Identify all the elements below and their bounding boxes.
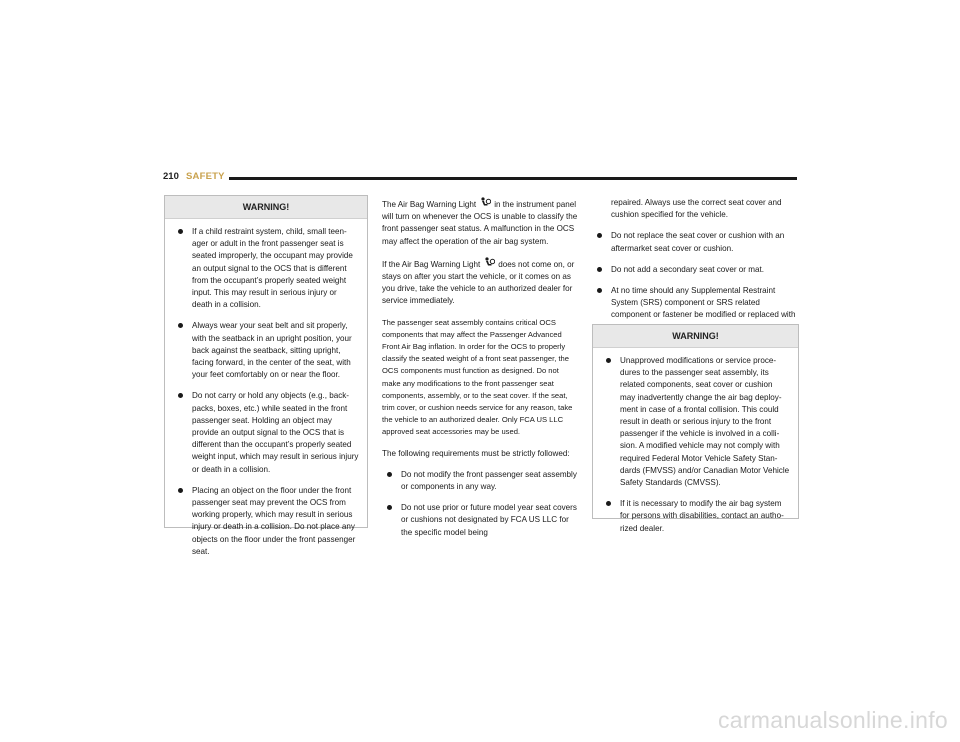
- bullet-icon: [178, 488, 183, 493]
- airbag-warning-icon: [479, 197, 491, 208]
- list-item: Do not replace the seat cover or cushion with an aftermarket seat cover or cushion.: [597, 230, 798, 254]
- list-item: Do not carry or hold any objects (e.g., back-packs, boxes, etc.) while seated in the front passenger seat. Holding an object may provide an output signal to the OCS that is different than the occupant’s properly seated weight input, which may result in serious injury or death in a collision.: [178, 390, 359, 475]
- middle-column: [382, 197, 578, 548]
- warning-box-left: [164, 195, 368, 556]
- warning-list: [593, 348, 798, 535]
- bullet-icon: [606, 358, 611, 363]
- bullet-icon: [178, 393, 183, 398]
- watermark: carmanualsonline.info: [717, 707, 948, 733]
- list-item: Do not add a secondary seat cover or mat.: [597, 264, 798, 276]
- airbag-warning-icon: [483, 257, 495, 268]
- bullet-icon: [387, 505, 392, 510]
- list-item: If a child restraint system, child, small teen-ager or adult in the front passenger seat is seated improperly, the occupant may provide an output signal to the OCS that is different from the occupant’s properly seated weight input. This may result in serious injury or death in a collision.: [178, 226, 359, 311]
- continued-text: repaired. Always use the correct seat cover and cushion specified for the vehicle.: [611, 198, 782, 220]
- list-item: Placing an object on the floor under the front passenger seat may prevent the OCS from working properly, which may result in serious injury or death in a collision. Do not place any objects on the floor under the front passenger seat.: [178, 485, 359, 558]
- list-item: Unapproved modifications or service proce-dures to the passenger seat assembly, its related components, seat cover or cushion may inadvertently change the air bag deploy-ment in case of a frontal collision. This could result in death or serious injury to the front passenger if the vehicle is involved in a colli-sion. A modified vehicle may not comply with required Federal Motor Vehicle Safety Stan-dards (FMVSS) and/or Canadian Motor Vehicle Safety Standards (CMVSS).: [606, 355, 790, 489]
- warning-title: WARNING!: [165, 196, 367, 219]
- bullet-icon: [178, 323, 183, 328]
- bullet-icon: [597, 233, 602, 238]
- bullet-icon: [387, 472, 392, 477]
- warning-list: [165, 219, 367, 558]
- paragraph: If the Air Bag Warning Light does not come on, or stays on after you start the vehicle, or it comes on as you drive, take the vehicle to an authorized dealer for service immediately.: [382, 257, 578, 308]
- warning-box-right: [592, 324, 799, 533]
- paragraph: The following requirements must be strictly followed:: [382, 448, 570, 458]
- list-item: If it is necessary to modify the air bag system for persons with disabilities, contact an autho-rized dealer.: [606, 498, 790, 535]
- bullet-icon: [178, 229, 183, 234]
- list-item: Always wear your seat belt and sit properly, with the seatback in an upright position, your back against the seatback, sitting upright, facing forward, in the center of the seat, with your feet comfortably on or near the floor.: [178, 320, 359, 381]
- warning-title: WARNING!: [593, 325, 798, 348]
- page-number: 210: [163, 171, 179, 182]
- paragraph: The passenger seat assembly contains critical OCS components that may affect the Passenger Advanced Front Air Bag inflation. In order for the OCS to properly classify the seated weight of a front seat passenger, the OCS components must function as designed. Do not make any modifications to the front passenger seat components, assembly, or to the seat cover. If the seat, trim cover, or cushion needs service for any reason, take the vehicle to an authorized dealer. Only FCA US LLC approved seat accessories may be used.: [382, 317, 573, 437]
- paragraph: The Air Bag Warning Light in the instrument panel will turn on whenever the OCS is unable to classify the front passenger seat status. A malfunction in the OCS may affect the operation of the air bag system.: [382, 197, 578, 248]
- bullet-icon: [597, 288, 602, 293]
- header-rule: [229, 177, 797, 180]
- list-item: At no time should any Supplemental Restraint System (SRS) component or SRS related component or fastener be modified or replaced with: [597, 285, 798, 346]
- page-header: [163, 171, 797, 185]
- bullet-icon: [597, 267, 602, 272]
- list-item: Do not modify the front passenger seat assembly or components in any way.: [387, 469, 578, 493]
- bullet-icon: [606, 501, 611, 506]
- requirements-list: [382, 469, 578, 539]
- list-item: Do not use prior or future model year seat covers or cushions not designated by FCA US LLC for the specific model being: [387, 502, 578, 539]
- section-title: SAFETY: [186, 171, 225, 182]
